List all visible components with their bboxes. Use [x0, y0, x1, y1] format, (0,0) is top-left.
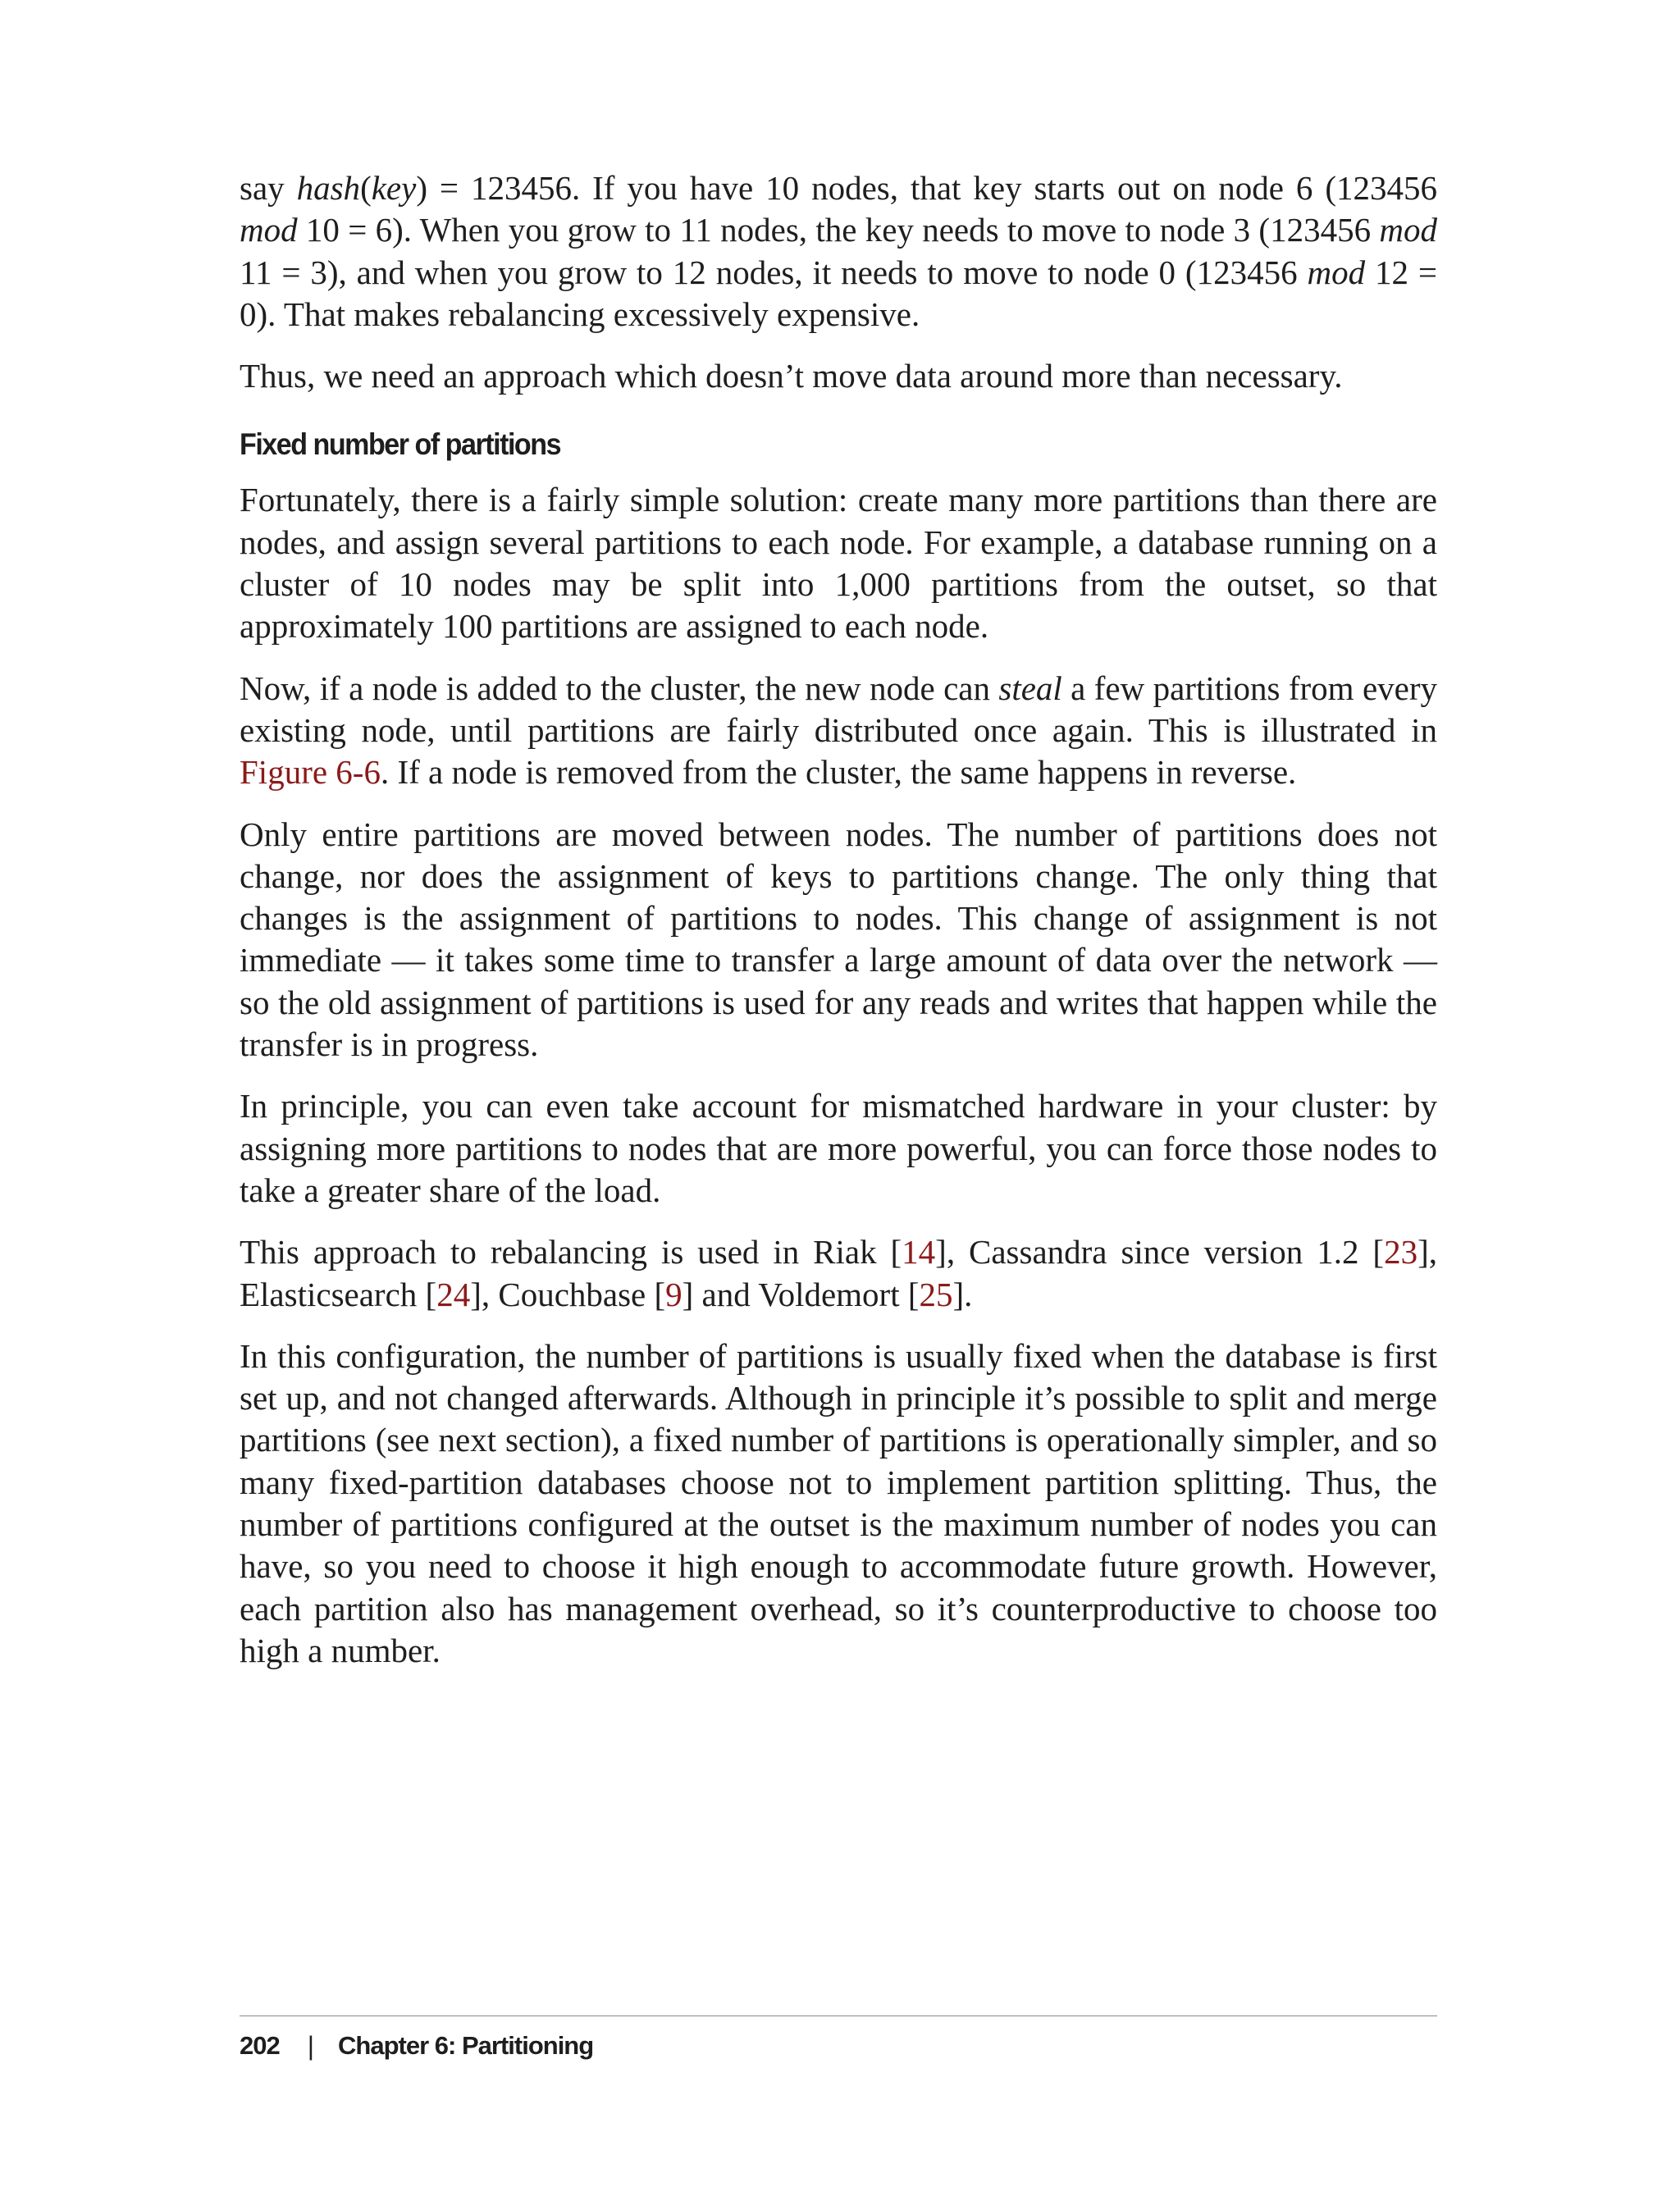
paragraph-node-added [240, 668, 1437, 794]
text-run: ]. [952, 1275, 973, 1313]
italic-mod: mod [240, 211, 298, 249]
text-run: ) = 123456. If you have 10 nodes, that key starts out on node 6 (123456 [416, 169, 1437, 207]
citation-9-link[interactable]: 9 [665, 1275, 682, 1313]
paragraph-rebalancing-users [240, 1231, 1437, 1316]
section-heading: Fixed number of partitions [240, 427, 561, 462]
citation-24-link[interactable]: 24 [436, 1275, 471, 1313]
italic-mod: mod [1307, 253, 1366, 291]
text-run: a few partitions from every existing node, until partitions are fairly distributed once again. This is illustrated in [240, 669, 1437, 749]
citation-14-link[interactable]: 14 [902, 1233, 936, 1271]
citation-23-link[interactable]: 23 [1384, 1233, 1418, 1271]
page-number: 202 [240, 2031, 280, 2060]
text-run: 11 = 3), and when you grow to 12 nodes, it needs to move to node 0 (123456 [240, 253, 1308, 291]
citation-25-link[interactable]: 25 [919, 1275, 953, 1313]
paragraph-mismatched-hardware: In principle, you can even take account for mismatched hardware in your cluster: by assigning more partitions to nodes that are more powerful, you can force those nodes to take a greater share of the load. [240, 1087, 1437, 1209]
paragraph-configuration: In this configuration, the number of partitions is usually fixed when the database is first set up, and not changed afterwards. Although in principle it’s possible to split and merge partitions (see next section), a fixed number of partitions is operationally simpler, and so many fixed-partition databases choose not to implement partition splitting. Thus, the number of partitions configured at the outset is the maximum number of nodes you can have, so you need to choose it high enough to accommodate future growth. However, each partition also has management overhead, so it’s counterproductive to choose too high a number. [240, 1336, 1437, 1669]
text-run: say [240, 169, 297, 207]
chapter-title: Chapter 6: Partitioning [338, 2031, 594, 2060]
text-run: ], Cassandra since version 1.2 [ [935, 1233, 1385, 1271]
italic-key: key [371, 169, 417, 207]
text-run: Now, if a node is added to the cluster, the new node can [240, 669, 999, 707]
footer-separator: | [307, 2030, 314, 2061]
figure-6-6-link[interactable]: Figure 6-6 [240, 753, 381, 792]
paragraph-approach-needed: Thus, we need an approach which doesn’t move data around more than necessary. [240, 357, 1343, 395]
text-run: 12 = 0). That makes rebalancing excessively expensive. [240, 253, 1438, 333]
paragraph-simple-solution: Fortunately, there is a fairly simple solution: create many more partitions than there are nodes, and assign several partitions to each node. For example, a database running on a cluster of 10 nodes may be split into 1,000 partitions from the outset, so that approximately 100 partitions are assigned to each node. [240, 481, 1437, 646]
paragraph-hash-mod-example [240, 167, 1437, 336]
text-run: . If a node is removed from the cluster, the same happens in reverse. [380, 753, 1297, 792]
text-run: ], Elasticsearch [ [240, 1233, 1437, 1313]
text-run: ( [360, 169, 372, 207]
page-body [240, 167, 1437, 1691]
italic-mod: mod [1379, 211, 1437, 249]
text-run: This approach to rebalancing is used in Riak [ [240, 1233, 902, 1271]
text-run: 10 = 6). When you grow to 11 nodes, the key needs to move to node 3 (123456 [297, 211, 1380, 249]
page-footer [240, 2028, 593, 2064]
text-run: ] and Voldemort [ [682, 1275, 920, 1313]
italic-steal: steal [998, 669, 1062, 707]
text-run: ], Couchbase [ [470, 1275, 666, 1313]
paragraph-entire-partitions: Only entire partitions are moved between nodes. The number of partitions does not change, nor does the assignment of keys to partitions change. The only thing that changes is the assignment of partitions to nodes. This change of assignment is not immediate — it takes some time to transfer a large amount of data over the network — so the old assignment of partitions is used for any reads and writes that happen while the transfer is in progress. [240, 815, 1437, 1064]
italic-hash: hash [296, 169, 361, 207]
